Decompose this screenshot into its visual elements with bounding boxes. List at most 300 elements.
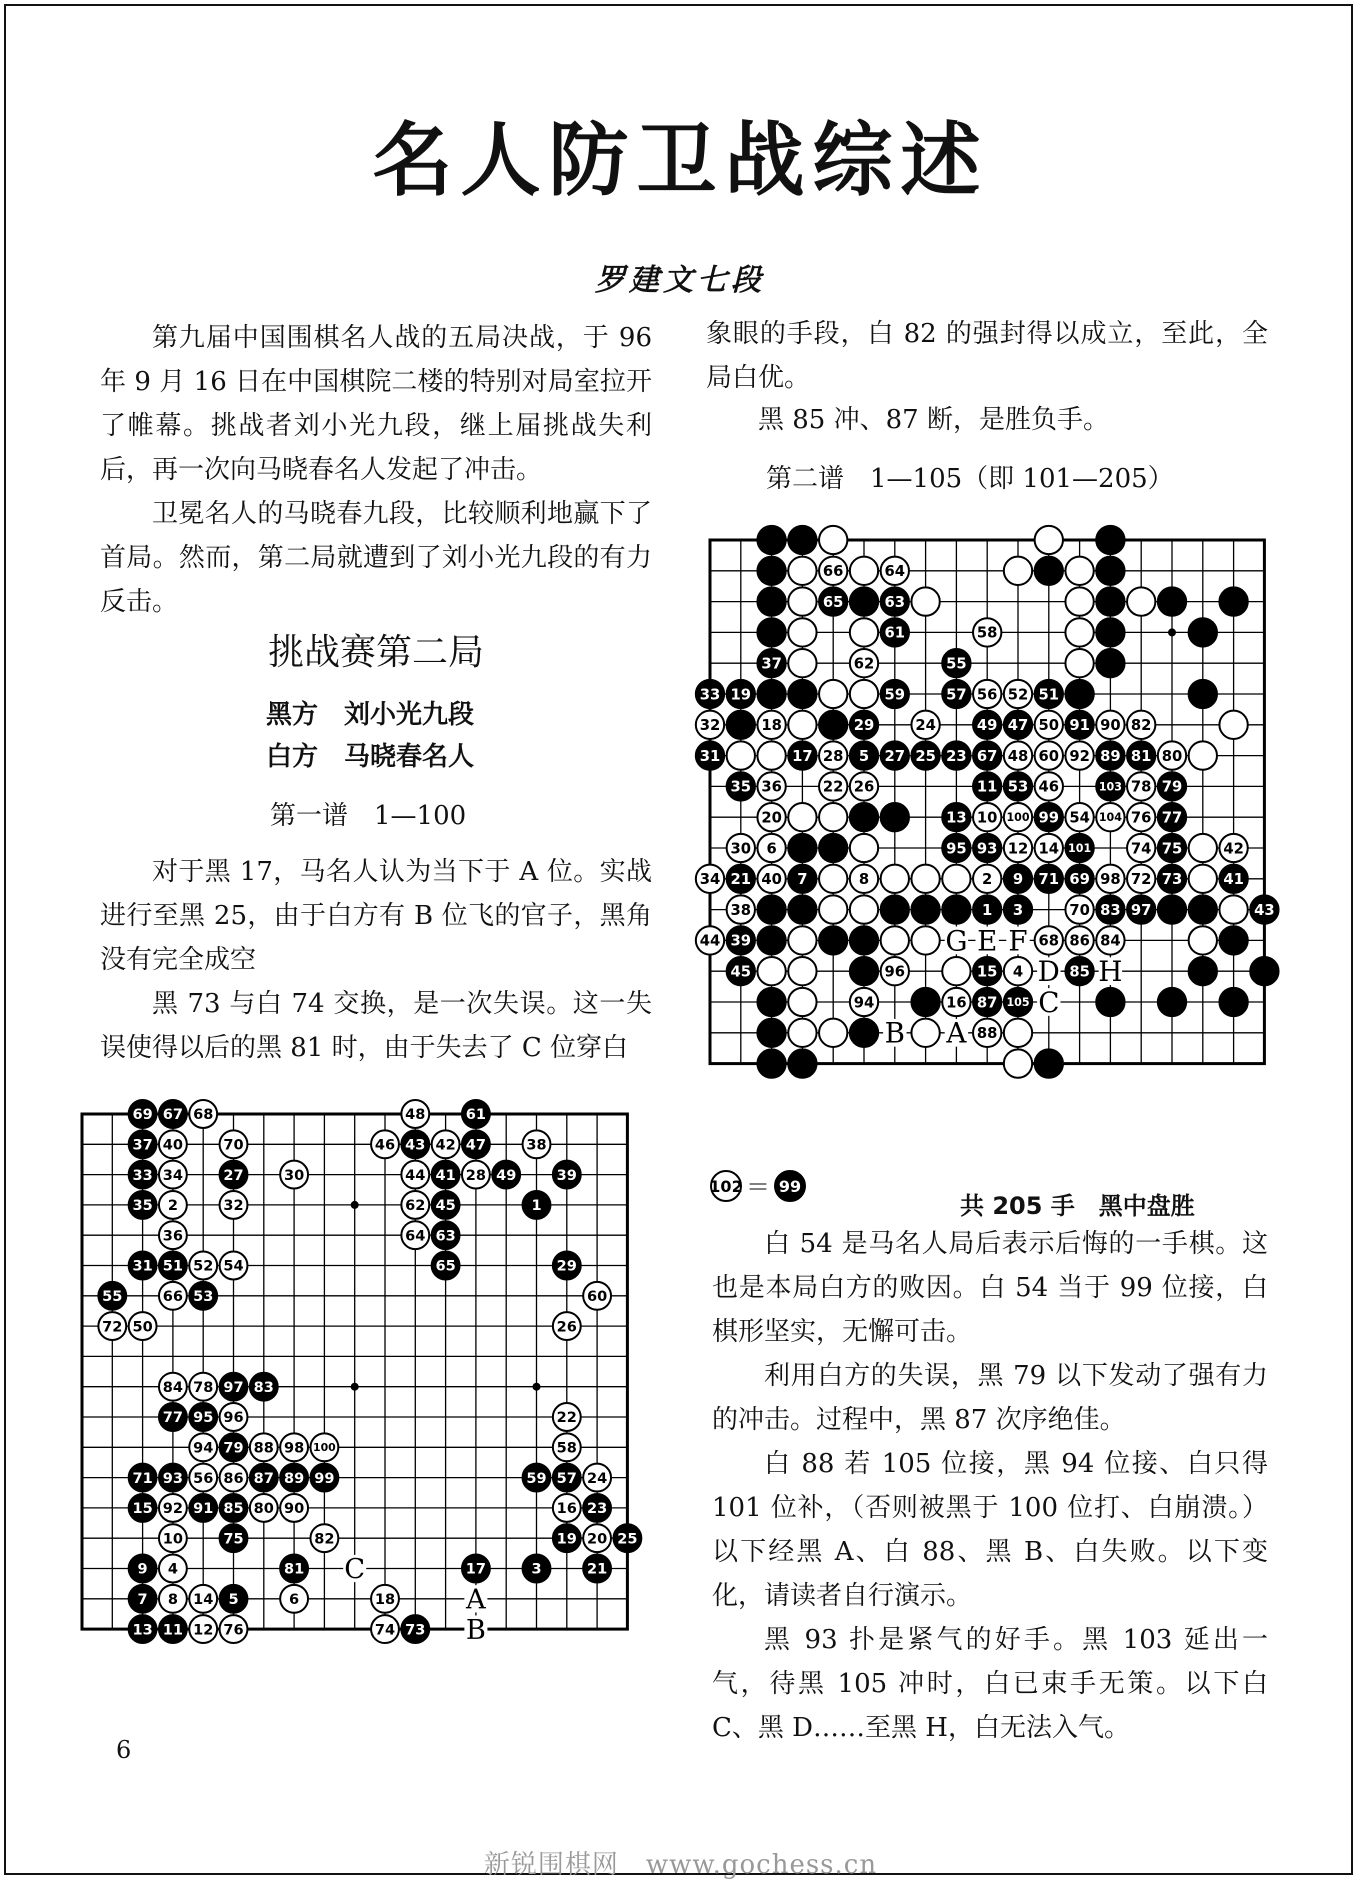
d2-stone-white-48 bbox=[1004, 741, 1032, 769]
d1-stone-number: 21 bbox=[586, 1561, 608, 1578]
d2-stone-white-88 bbox=[973, 1019, 1001, 1047]
d1-stone-number: 57 bbox=[556, 1470, 577, 1487]
d2-stone-disc bbox=[911, 1019, 939, 1047]
d2-stone-number: 45 bbox=[730, 963, 752, 981]
d2-stone-white-104 bbox=[1096, 803, 1124, 831]
d2-stone-black bbox=[757, 1019, 785, 1047]
d2-stone-black-45 bbox=[727, 957, 755, 985]
d2-stone-white-92 bbox=[1065, 741, 1093, 769]
d2-stone-disc bbox=[1096, 649, 1124, 677]
d2-stone-white bbox=[850, 834, 878, 862]
d2-stone-black-69 bbox=[1065, 865, 1093, 893]
d2-stone-number: 48 bbox=[1007, 747, 1029, 765]
d1-stone-number: 24 bbox=[586, 1470, 608, 1487]
d2-stone-black-83 bbox=[1096, 895, 1124, 923]
d1-stone-white-4 bbox=[159, 1555, 187, 1583]
d2-stone-black bbox=[1219, 988, 1247, 1016]
d2-stone-disc bbox=[1158, 895, 1186, 923]
d2-stone-white-54 bbox=[1065, 803, 1093, 831]
d2-stone-white bbox=[911, 926, 939, 954]
d1-stone-white-76 bbox=[220, 1615, 248, 1643]
d2-stone-disc bbox=[1127, 587, 1155, 615]
d2-stone-disc bbox=[1158, 988, 1186, 1016]
d2-stone-black bbox=[1219, 587, 1247, 615]
d2-stone-number: 60 bbox=[1038, 747, 1060, 765]
d2-stone-black-67 bbox=[973, 741, 1001, 769]
d2-stone-number: 15 bbox=[976, 963, 998, 981]
d1-stone-black-87 bbox=[250, 1464, 278, 1492]
d1-stone-white-80 bbox=[250, 1494, 278, 1522]
d1-stone-white-12 bbox=[189, 1615, 217, 1643]
d1-stone-number: 92 bbox=[162, 1501, 184, 1518]
d2-stone-disc bbox=[1096, 618, 1124, 646]
d2-stone-black-63 bbox=[881, 587, 909, 615]
d2-stone-white bbox=[1065, 557, 1093, 585]
d2-stone-disc bbox=[911, 926, 939, 954]
d1-stone-white-56 bbox=[189, 1464, 217, 1492]
d2-stone-black-89 bbox=[1096, 741, 1124, 769]
repeat-note bbox=[708, 1168, 828, 1214]
d2-stone-disc bbox=[1004, 1049, 1032, 1077]
d2-stone-white bbox=[1004, 1019, 1032, 1047]
d1-stone-white-64 bbox=[401, 1221, 429, 1249]
d1-stone-number: 28 bbox=[465, 1167, 487, 1184]
d2-stone-black-53 bbox=[1004, 772, 1032, 800]
d2-stone-white bbox=[1004, 1049, 1032, 1077]
d1-stone-black-65 bbox=[432, 1252, 460, 1280]
d2-stone-white-32 bbox=[696, 711, 724, 739]
d1-stone-white-42 bbox=[432, 1130, 460, 1158]
d2-stone-black-5 bbox=[850, 741, 878, 769]
d1-stone-number: 73 bbox=[405, 1622, 426, 1639]
d1-stone-white-26 bbox=[553, 1312, 581, 1340]
d1-stone-number: 85 bbox=[223, 1501, 244, 1518]
d2-stone-number: 14 bbox=[1038, 840, 1060, 858]
d1-stone-black-33 bbox=[129, 1161, 157, 1189]
d2-stone-white-40 bbox=[757, 865, 785, 893]
d2-stone-black-25 bbox=[911, 741, 939, 769]
d1-letter-B: B bbox=[465, 1614, 486, 1646]
d2-stone-number: 31 bbox=[699, 747, 721, 765]
repeat-white-number: 102 bbox=[709, 1177, 743, 1196]
d2-stone-disc bbox=[757, 1019, 785, 1047]
d2-stone-black-29 bbox=[850, 711, 878, 739]
d2-stone-black-15 bbox=[973, 957, 1001, 985]
d2-stone-black-23 bbox=[942, 741, 970, 769]
d1-stone-black-41 bbox=[432, 1161, 460, 1189]
d2-stone-white bbox=[850, 895, 878, 923]
d1-stone-white-60 bbox=[583, 1282, 611, 1310]
d2-stone-number: 67 bbox=[976, 747, 998, 765]
d1-stone-black-29 bbox=[553, 1252, 581, 1280]
d1-stone-black-99 bbox=[310, 1464, 338, 1492]
d2-stone-white bbox=[819, 895, 847, 923]
d2-stone-number: 54 bbox=[1069, 809, 1090, 827]
d2-stone-black-105 bbox=[1004, 988, 1032, 1016]
d1-stone-number: 6 bbox=[289, 1592, 300, 1609]
d2-stone-disc bbox=[850, 587, 878, 615]
d1-stone-number: 45 bbox=[435, 1198, 456, 1215]
repeat-equals: ＝ bbox=[746, 1173, 770, 1201]
d1-stone-white-2 bbox=[159, 1191, 187, 1219]
d2-stone-disc bbox=[1096, 557, 1124, 585]
d2-stone-number: 23 bbox=[946, 747, 967, 765]
d1-stone-black-85 bbox=[220, 1494, 248, 1522]
d1-stone-black-63 bbox=[432, 1221, 460, 1249]
d2-stone-disc bbox=[788, 1049, 816, 1077]
d2-stone-black bbox=[1158, 587, 1186, 615]
d2-stone-number: 47 bbox=[1007, 717, 1029, 735]
d2-stone-disc bbox=[881, 895, 909, 923]
d2-stone-number: 50 bbox=[1038, 717, 1060, 735]
d1-stone-number: 22 bbox=[556, 1410, 577, 1427]
d2-stone-black-99 bbox=[1035, 803, 1063, 831]
d2-stone-black bbox=[757, 680, 785, 708]
d1-letter-A: A bbox=[466, 1584, 486, 1616]
d2-stone-disc bbox=[881, 803, 909, 831]
d2-stone-number: 68 bbox=[1038, 932, 1060, 950]
d2-stone-number: 33 bbox=[699, 686, 721, 704]
intro-paragraph-1: 第九届中国围棋名人战的五局决战，于 96 年 9 月 16 日在中国棋院二楼的特别对局室拉开了帷幕。挑战者刘小光九段，继上届挑战失利后，再一次向马晓春名人发起了冲击。 bbox=[100, 323, 652, 485]
watermark: 新锐围棋网 www.gochess.cn bbox=[483, 1850, 878, 1880]
d1-stone-number: 52 bbox=[193, 1258, 214, 1275]
d2-stone-white bbox=[1189, 741, 1217, 769]
d2-stone-black-31 bbox=[696, 741, 724, 769]
d2-stone-number: 37 bbox=[761, 655, 782, 673]
d2-stone-black bbox=[1158, 988, 1186, 1016]
d2-stone-number: 6 bbox=[766, 840, 777, 858]
d2-stone-number: 66 bbox=[822, 563, 844, 581]
d2-stone-disc bbox=[1158, 587, 1186, 615]
d2-stone-number: 86 bbox=[1069, 932, 1090, 950]
result-summary: 共 205 手 黑中盘胜 bbox=[960, 1192, 1195, 1220]
d2-stone-white bbox=[911, 1019, 939, 1047]
d2-stone-white-22 bbox=[819, 772, 847, 800]
d1-stone-black-61 bbox=[462, 1100, 490, 1128]
d2-stone-number: 7 bbox=[797, 871, 808, 889]
d2-stone-black-47 bbox=[1004, 711, 1032, 739]
d1-stone-number: 94 bbox=[193, 1440, 214, 1457]
d2-stone-white-98 bbox=[1096, 865, 1124, 893]
d2-stone-black bbox=[788, 526, 816, 554]
d2-stone-number: 99 bbox=[1038, 809, 1060, 827]
d1-stone-white-22 bbox=[553, 1403, 581, 1431]
d2-stone-black-27 bbox=[881, 741, 909, 769]
d1-stone-number: 47 bbox=[465, 1137, 487, 1154]
d2-stone-disc bbox=[819, 711, 847, 739]
d2-stone-white bbox=[1219, 895, 1247, 923]
d2-stone-number: 1 bbox=[982, 901, 993, 919]
d1-stone-white-32 bbox=[220, 1191, 248, 1219]
comment-paragraph-1: 白 54 是马名人局后表示后悔的一手棋。这也是本局白方的败因。白 54 当于 99 位接，白棋形坚实，无懈可击。 bbox=[712, 1229, 1268, 1347]
d2-stone-black bbox=[1096, 649, 1124, 677]
d2-stone-white bbox=[727, 741, 755, 769]
d2-stone-disc bbox=[788, 680, 816, 708]
d1-stone-number: 23 bbox=[586, 1501, 608, 1518]
d1-stone-black-79 bbox=[220, 1433, 248, 1461]
d1-stone-white-6 bbox=[280, 1585, 308, 1613]
diagram1-note-1: 对于黑 17，马名人认为当下于 A 位。实战进行至黑 25，由于白方有 B 位飞的官子，黑角没有完全成空 bbox=[100, 857, 652, 975]
d2-stone-disc bbox=[788, 557, 816, 585]
d2-stone-white-26 bbox=[850, 772, 878, 800]
d2-stone-white bbox=[1219, 711, 1247, 739]
d1-stone-black-1 bbox=[523, 1191, 551, 1219]
d2-stone-number: 101 bbox=[1068, 841, 1092, 855]
d1-stone-white-34 bbox=[159, 1161, 187, 1189]
d2-stone-white-42 bbox=[1219, 834, 1247, 862]
d2-stone-black bbox=[1219, 926, 1247, 954]
d2-stone-number: 105 bbox=[1006, 995, 1030, 1009]
d2-stone-disc bbox=[788, 649, 816, 677]
d1-stone-black-7 bbox=[129, 1585, 157, 1613]
d2-stone-white-12 bbox=[1004, 834, 1032, 862]
d2-star-point bbox=[1168, 628, 1176, 636]
d2-stone-number: 83 bbox=[1100, 901, 1121, 919]
d2-stone-white bbox=[788, 587, 816, 615]
d1-stone-number: 61 bbox=[465, 1107, 487, 1124]
d2-stone-white-36 bbox=[757, 772, 785, 800]
d2-stone-disc bbox=[819, 926, 847, 954]
d1-stone-number: 80 bbox=[253, 1501, 274, 1518]
d1-stone-black-49 bbox=[492, 1161, 520, 1189]
d2-stone-white-64 bbox=[881, 557, 909, 585]
d1-stone-number: 37 bbox=[132, 1137, 153, 1154]
d1-stone-black-67 bbox=[159, 1100, 187, 1128]
d2-stone-disc bbox=[757, 988, 785, 1016]
d1-stone-black-11 bbox=[159, 1615, 187, 1643]
d2-stone-white bbox=[850, 618, 878, 646]
d2-stone-black bbox=[1096, 988, 1124, 1016]
d1-stone-number: 79 bbox=[223, 1440, 244, 1457]
d2-stone-white bbox=[1127, 587, 1155, 615]
diagram1-note-2: 黑 73 与白 74 交换，是一次失误。这一失误使得以后的黑 81 时，由于失去了 C 位穿白 bbox=[100, 989, 652, 1063]
d2-stone-disc bbox=[1189, 957, 1217, 985]
d2-stone-black bbox=[757, 557, 785, 585]
d2-stone-white-14 bbox=[1035, 834, 1063, 862]
d2-stone-black-91 bbox=[1065, 711, 1093, 739]
d2-stone-black-77 bbox=[1158, 803, 1186, 831]
d2-stone-black bbox=[942, 895, 970, 923]
d2-stone-disc bbox=[1096, 988, 1124, 1016]
d1-stone-number: 26 bbox=[556, 1319, 577, 1336]
d2-stone-number: 38 bbox=[730, 901, 752, 919]
d2-stone-disc bbox=[819, 803, 847, 831]
d1-stone-white-30 bbox=[280, 1161, 308, 1189]
d1-stone-number: 5 bbox=[228, 1592, 239, 1609]
d2-stone-black bbox=[1096, 618, 1124, 646]
d2-stone-disc bbox=[1035, 557, 1063, 585]
d2-stone-number: 97 bbox=[1130, 901, 1152, 919]
d2-stone-number: 9 bbox=[1012, 871, 1024, 889]
d2-stone-disc bbox=[757, 526, 785, 554]
d2-stone-black-11 bbox=[973, 772, 1001, 800]
d2-stone-white bbox=[1035, 526, 1063, 554]
d2-stone-disc bbox=[942, 865, 970, 893]
d2-stone-black bbox=[1189, 618, 1217, 646]
d2-stone-white-2 bbox=[973, 865, 1001, 893]
d2-stone-number: 53 bbox=[1007, 778, 1029, 796]
d2-stone-number: 46 bbox=[1038, 778, 1060, 796]
d1-stone-number: 42 bbox=[435, 1137, 456, 1154]
d1-stone-black-37 bbox=[129, 1130, 157, 1158]
d2-stone-number: 55 bbox=[946, 655, 967, 673]
d2-stone-white bbox=[757, 741, 785, 769]
go-board-diagram-1 bbox=[74, 1106, 674, 1706]
d2-stone-black bbox=[850, 926, 878, 954]
d2-stone-number: 104 bbox=[1098, 811, 1122, 825]
d2-stone-white-72 bbox=[1127, 865, 1155, 893]
d2-stone-black bbox=[850, 1019, 878, 1047]
d1-stone-number: 81 bbox=[283, 1561, 305, 1578]
d2-stone-black bbox=[881, 803, 909, 831]
d2-stone-disc bbox=[819, 834, 847, 862]
d2-stone-white-74 bbox=[1127, 834, 1155, 862]
d1-stone-number: 78 bbox=[193, 1379, 214, 1396]
d2-stone-white bbox=[1189, 926, 1217, 954]
d2-stone-black bbox=[1189, 680, 1217, 708]
d1-stone-number: 58 bbox=[556, 1440, 577, 1457]
d1-stone-number: 100 bbox=[313, 1441, 336, 1455]
d2-stone-disc bbox=[1189, 618, 1217, 646]
d2-stone-black-103 bbox=[1096, 772, 1124, 800]
d2-stone-white bbox=[1065, 618, 1093, 646]
d2-stone-white bbox=[788, 803, 816, 831]
d2-stone-white bbox=[911, 865, 939, 893]
d1-stone-white-44 bbox=[401, 1161, 429, 1189]
d2-stone-black bbox=[881, 895, 909, 923]
d2-stone-black bbox=[788, 680, 816, 708]
d2-stone-number: 84 bbox=[1100, 932, 1121, 950]
d2-stone-black bbox=[819, 711, 847, 739]
d1-stone-white-98 bbox=[280, 1433, 308, 1461]
d2-stone-disc bbox=[911, 587, 939, 615]
d2-stone-black-51 bbox=[1035, 680, 1063, 708]
d2-stone-white bbox=[788, 1019, 816, 1047]
d2-stone-black bbox=[911, 895, 939, 923]
d2-stone-number: 93 bbox=[976, 840, 998, 858]
d2-stone-disc bbox=[850, 1019, 878, 1047]
d1-stone-black-95 bbox=[189, 1403, 217, 1431]
d2-stone-disc bbox=[1065, 680, 1093, 708]
d2-stone-white-62 bbox=[850, 649, 878, 677]
d2-stone-white-18 bbox=[757, 711, 785, 739]
d2-stone-black bbox=[850, 587, 878, 615]
d1-stone-number: 12 bbox=[193, 1622, 214, 1639]
d2-stone-black bbox=[1035, 557, 1063, 585]
d2-stone-disc bbox=[727, 741, 755, 769]
d2-stone-number: 62 bbox=[853, 655, 875, 673]
d2-stone-white-66 bbox=[819, 557, 847, 585]
d1-stone-black-57 bbox=[553, 1464, 581, 1492]
d1-stone-number: 93 bbox=[162, 1470, 184, 1487]
d2-stone-black-17 bbox=[788, 741, 816, 769]
d2-stone-number: 16 bbox=[946, 994, 967, 1012]
d2-letter-C: C bbox=[1038, 985, 1060, 1019]
d1-stone-number: 19 bbox=[556, 1531, 577, 1548]
d2-stone-number: 73 bbox=[1161, 871, 1183, 889]
d2-stone-white-60 bbox=[1035, 741, 1063, 769]
d2-stone-black-95 bbox=[942, 834, 970, 862]
d1-stone-white-92 bbox=[159, 1494, 187, 1522]
d2-stone-white-8 bbox=[850, 865, 878, 893]
page-number: 6 bbox=[116, 1736, 132, 1764]
d1-stone-black-51 bbox=[159, 1252, 187, 1280]
d2-stone-number: 2 bbox=[982, 871, 993, 889]
d2-stone-number: 72 bbox=[1130, 871, 1152, 889]
d2-stone-number: 78 bbox=[1130, 778, 1152, 796]
d2-stone-black bbox=[757, 895, 785, 923]
d1-stone-number: 82 bbox=[314, 1531, 335, 1548]
d1-stone-number: 63 bbox=[435, 1228, 456, 1245]
d1-stone-number: 18 bbox=[374, 1592, 396, 1609]
d2-stone-black bbox=[1035, 1049, 1063, 1077]
d2-stone-black-55 bbox=[942, 649, 970, 677]
d2-stone-number: 82 bbox=[1130, 717, 1152, 735]
d2-stone-number: 29 bbox=[853, 717, 875, 735]
d1-stone-number: 88 bbox=[253, 1440, 274, 1457]
d1-stone-white-10 bbox=[159, 1524, 187, 1552]
d2-stone-white bbox=[788, 988, 816, 1016]
d1-stone-black-21 bbox=[583, 1555, 611, 1583]
d1-stone-white-8 bbox=[159, 1585, 187, 1613]
d2-stone-white bbox=[788, 926, 816, 954]
d2-stone-disc bbox=[850, 834, 878, 862]
d1-stone-number: 60 bbox=[586, 1289, 608, 1306]
d1-stone-white-82 bbox=[310, 1524, 338, 1552]
d2-stone-white-80 bbox=[1158, 741, 1186, 769]
d2-stone-black-33 bbox=[696, 680, 724, 708]
d2-letter-D: D bbox=[1037, 955, 1060, 989]
d2-stone-white bbox=[942, 957, 970, 985]
d1-stone-white-86 bbox=[220, 1464, 248, 1492]
d2-stone-black bbox=[1189, 895, 1217, 923]
d1-stone-white-74 bbox=[371, 1615, 399, 1643]
d2-stone-disc bbox=[1189, 895, 1217, 923]
d2-stone-number: 61 bbox=[884, 624, 906, 642]
d2-stone-white bbox=[819, 526, 847, 554]
d2-stone-disc bbox=[911, 988, 939, 1016]
d1-stone-black-43 bbox=[401, 1130, 429, 1158]
d2-stone-number: 98 bbox=[1100, 871, 1121, 889]
d1-stone-number: 70 bbox=[223, 1137, 244, 1154]
d2-stone-disc bbox=[757, 680, 785, 708]
d2-stone-white-70 bbox=[1065, 895, 1093, 923]
d1-stone-number: 43 bbox=[405, 1137, 426, 1154]
white-player: 白方 马晓春名人 bbox=[266, 742, 475, 772]
d2-stone-disc bbox=[881, 865, 909, 893]
d1-stone-number: 51 bbox=[162, 1258, 184, 1275]
d1-stone-number: 97 bbox=[223, 1379, 244, 1396]
d1-stone-number: 90 bbox=[283, 1501, 305, 1518]
d2-stone-disc bbox=[788, 957, 816, 985]
d2-stone-number: 81 bbox=[1130, 747, 1152, 765]
d2-stone-disc bbox=[850, 957, 878, 985]
d2-stone-black bbox=[1158, 895, 1186, 923]
d2-stone-black-39 bbox=[727, 926, 755, 954]
d1-stone-number: 46 bbox=[374, 1137, 396, 1154]
d1-stone-black-91 bbox=[189, 1494, 217, 1522]
d1-stone-number: 10 bbox=[162, 1531, 184, 1548]
d2-stone-white-84 bbox=[1096, 926, 1124, 954]
d2-stone-black-61 bbox=[881, 618, 909, 646]
d2-stone-disc bbox=[757, 587, 785, 615]
d2-stone-white-46 bbox=[1035, 772, 1063, 800]
d2-stone-number: 59 bbox=[884, 686, 906, 704]
d2-stone-disc bbox=[942, 957, 970, 985]
d1-stone-number: 2 bbox=[167, 1198, 178, 1215]
d2-stone-number: 24 bbox=[915, 717, 936, 735]
d1-stone-number: 9 bbox=[137, 1561, 148, 1578]
